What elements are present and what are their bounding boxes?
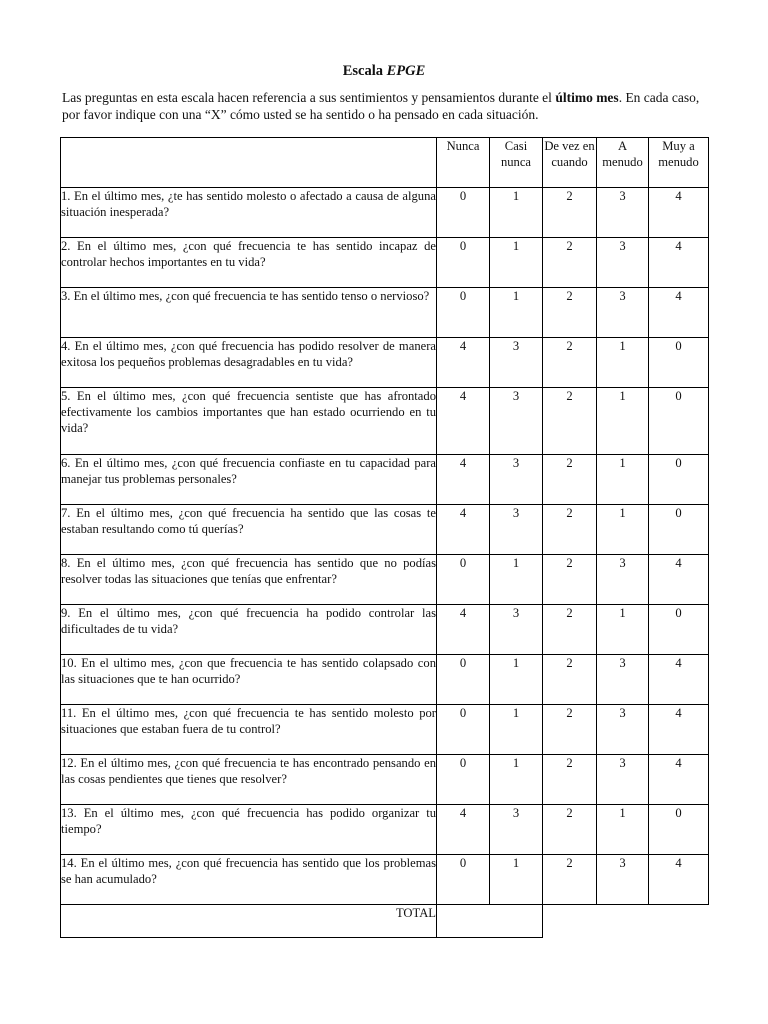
answer-cell-casi-nunca[interactable]: 3 (490, 605, 543, 655)
header-empty-cell (61, 138, 437, 188)
question-row (61, 805, 709, 855)
title-prefix: Escala (342, 63, 383, 79)
answer-cell-a-menudo[interactable]: 3 (597, 755, 649, 805)
answer-cell-a-menudo[interactable]: 1 (597, 388, 649, 455)
total-row-blank (543, 905, 709, 938)
answer-cell-casi-nunca[interactable]: 1 (490, 855, 543, 905)
answer-cell-casi-nunca[interactable]: 1 (490, 705, 543, 755)
answer-cell-de-vez-en-cuando[interactable]: 2 (543, 505, 597, 555)
answer-cell-a-menudo[interactable]: 3 (597, 238, 649, 288)
answer-cell-muy-a-menudo[interactable]: 0 (649, 805, 709, 855)
total-row (61, 905, 709, 938)
question-text: 9. En el último mes, ¿con qué frecuencia ha podido controlar las dificultades de tu vida? (61, 605, 437, 655)
answer-cell-a-menudo[interactable]: 3 (597, 555, 649, 605)
answer-cell-casi-nunca[interactable]: 3 (490, 388, 543, 455)
answer-cell-de-vez-en-cuando[interactable]: 2 (543, 805, 597, 855)
answer-cell-de-vez-en-cuando[interactable]: 2 (543, 605, 597, 655)
page-title (0, 63, 768, 80)
question-text: 13. En el último mes, ¿con qué frecuencia has podido organizar tu tiempo? (61, 805, 437, 855)
answer-cell-nunca[interactable]: 0 (437, 238, 490, 288)
answer-cell-a-menudo[interactable]: 3 (597, 188, 649, 238)
answer-cell-a-menudo[interactable]: 3 (597, 855, 649, 905)
answer-cell-casi-nunca[interactable]: 1 (490, 655, 543, 705)
question-text: 5. En el último mes, ¿con qué frecuencia sentiste que has afrontado efectivamente los cambios importantes que han estado ocurriendo en tu vida? (61, 388, 437, 455)
total-label: TOTAL (61, 905, 437, 938)
question-row (61, 655, 709, 705)
answer-cell-a-menudo[interactable]: 1 (597, 805, 649, 855)
answer-cell-casi-nunca[interactable]: 1 (490, 238, 543, 288)
answer-cell-nunca[interactable]: 4 (437, 805, 490, 855)
answer-cell-nunca[interactable]: 0 (437, 755, 490, 805)
answer-cell-muy-a-menudo[interactable]: 4 (649, 188, 709, 238)
answer-cell-muy-a-menudo[interactable]: 0 (649, 605, 709, 655)
answer-cell-a-menudo[interactable]: 3 (597, 705, 649, 755)
answer-cell-nunca[interactable]: 0 (437, 188, 490, 238)
answer-cell-nunca[interactable]: 0 (437, 655, 490, 705)
header-row (61, 138, 709, 188)
answer-cell-muy-a-menudo[interactable]: 4 (649, 855, 709, 905)
answer-cell-muy-a-menudo[interactable]: 4 (649, 655, 709, 705)
answer-cell-muy-a-menudo[interactable]: 4 (649, 238, 709, 288)
answer-cell-muy-a-menudo[interactable]: 0 (649, 505, 709, 555)
question-text: 12. En el último mes, ¿con qué frecuencia te has encontrado pensando en las cosas pendientes que tienes que resolver? (61, 755, 437, 805)
question-row (61, 605, 709, 655)
title-abbreviation: EPGE (386, 63, 426, 79)
answer-cell-de-vez-en-cuando[interactable]: 2 (543, 288, 597, 338)
answer-cell-a-menudo[interactable]: 1 (597, 338, 649, 388)
answer-cell-casi-nunca[interactable]: 1 (490, 755, 543, 805)
answer-cell-muy-a-menudo[interactable]: 0 (649, 388, 709, 455)
answer-cell-de-vez-en-cuando[interactable]: 2 (543, 755, 597, 805)
answer-cell-de-vez-en-cuando[interactable]: 2 (543, 455, 597, 505)
instructions-text-start: Las preguntas en esta escala hacen referencia a sus sentimientos y pensamientos durante el (62, 90, 556, 105)
answer-cell-de-vez-en-cuando[interactable]: 2 (543, 238, 597, 288)
scale-table (60, 137, 709, 938)
answer-cell-casi-nunca[interactable]: 3 (490, 505, 543, 555)
answer-cell-nunca[interactable]: 0 (437, 855, 490, 905)
answer-cell-muy-a-menudo[interactable]: 4 (649, 705, 709, 755)
answer-cell-nunca[interactable]: 4 (437, 505, 490, 555)
question-row (61, 455, 709, 505)
question-text: 3. En el último mes, ¿con qué frecuencia te has sentido tenso o nervioso? (61, 288, 437, 338)
answer-cell-de-vez-en-cuando[interactable]: 2 (543, 705, 597, 755)
answer-cell-de-vez-en-cuando[interactable]: 2 (543, 555, 597, 605)
answer-cell-casi-nunca[interactable]: 1 (490, 555, 543, 605)
question-row (61, 338, 709, 388)
question-row (61, 288, 709, 338)
answer-cell-de-vez-en-cuando[interactable]: 2 (543, 655, 597, 705)
answer-cell-casi-nunca[interactable]: 3 (490, 805, 543, 855)
question-text: 4. En el último mes, ¿con qué frecuencia has podido resolver de manera exitosa los pequeños problemas desagradables en tu vida? (61, 338, 437, 388)
answer-cell-nunca[interactable]: 4 (437, 605, 490, 655)
answer-cell-nunca[interactable]: 4 (437, 455, 490, 505)
answer-cell-muy-a-menudo[interactable]: 4 (649, 288, 709, 338)
header-muy-a-menudo: Muy a menudo (649, 138, 709, 188)
answer-cell-nunca[interactable]: 0 (437, 705, 490, 755)
answer-cell-nunca[interactable]: 4 (437, 388, 490, 455)
answer-cell-muy-a-menudo[interactable]: 4 (649, 755, 709, 805)
question-row (61, 755, 709, 805)
question-text: 1. En el último mes, ¿te has sentido molesto o afectado a causa de alguna situación inesperada? (61, 188, 437, 238)
question-text: 11. En el último mes, ¿con qué frecuencia te has sentido molesto por situaciones que estaban fuera de tu control? (61, 705, 437, 755)
question-row (61, 188, 709, 238)
question-text: 6. En el último mes, ¿con qué frecuencia confiaste en tu capacidad para manejar tus problemas personales? (61, 455, 437, 505)
answer-cell-de-vez-en-cuando[interactable]: 2 (543, 855, 597, 905)
question-text: 14. En el último mes, ¿con qué frecuencia has sentido que los problemas se han acumulado? (61, 855, 437, 905)
question-row (61, 705, 709, 755)
answer-cell-casi-nunca[interactable]: 3 (490, 338, 543, 388)
answer-cell-a-menudo[interactable]: 3 (597, 288, 649, 338)
answer-cell-nunca[interactable]: 0 (437, 555, 490, 605)
question-row (61, 505, 709, 555)
header-casi-nunca: Casi nunca (490, 138, 543, 188)
scale-table-body (61, 138, 709, 938)
answer-cell-de-vez-en-cuando[interactable]: 2 (543, 188, 597, 238)
answer-cell-nunca[interactable]: 0 (437, 288, 490, 338)
answer-cell-a-menudo[interactable]: 3 (597, 655, 649, 705)
answer-cell-de-vez-en-cuando[interactable]: 2 (543, 338, 597, 388)
answer-cell-a-menudo[interactable]: 1 (597, 505, 649, 555)
question-text: 8. En el último mes, ¿con qué frecuencia has sentido que no podías resolver todas las situaciones que tenías que enfrentar? (61, 555, 437, 605)
answer-cell-casi-nunca[interactable]: 1 (490, 288, 543, 338)
answer-cell-a-menudo[interactable]: 1 (597, 455, 649, 505)
answer-cell-muy-a-menudo[interactable]: 0 (649, 455, 709, 505)
header-de-vez-en-cuando: De vez en cuando (543, 138, 597, 188)
question-text: 10. En el ultimo mes, ¿con que frecuencia te has sentido colapsado con las situaciones que te han ocurrido? (61, 655, 437, 705)
answer-cell-casi-nunca[interactable]: 1 (490, 188, 543, 238)
total-value-field[interactable] (437, 905, 543, 938)
header-nunca: Nunca (437, 138, 490, 188)
answer-cell-muy-a-menudo[interactable]: 0 (649, 338, 709, 388)
answer-cell-a-menudo[interactable]: 1 (597, 605, 649, 655)
header-a-menudo: A menudo (597, 138, 649, 188)
question-row (61, 388, 709, 455)
question-text: 7. En el último mes, ¿con qué frecuencia ha sentido que las cosas te estaban resultando como tú querías? (61, 505, 437, 555)
answer-cell-de-vez-en-cuando[interactable]: 2 (543, 388, 597, 455)
answer-cell-nunca[interactable]: 4 (437, 338, 490, 388)
question-text: 2. En el último mes, ¿con qué frecuencia te has sentido incapaz de controlar hechos importantes en tu vida? (61, 238, 437, 288)
answer-cell-casi-nunca[interactable]: 3 (490, 455, 543, 505)
instructions-emphasis: último mes (555, 90, 619, 105)
question-row (61, 855, 709, 905)
question-row (61, 238, 709, 288)
instructions-paragraph (62, 89, 708, 123)
answer-cell-muy-a-menudo[interactable]: 4 (649, 555, 709, 605)
question-row (61, 555, 709, 605)
instructions-text-end: . En cada caso, por favor indique con una “X” cómo usted se ha sentido o ha pensado en cada situación. (62, 90, 700, 122)
